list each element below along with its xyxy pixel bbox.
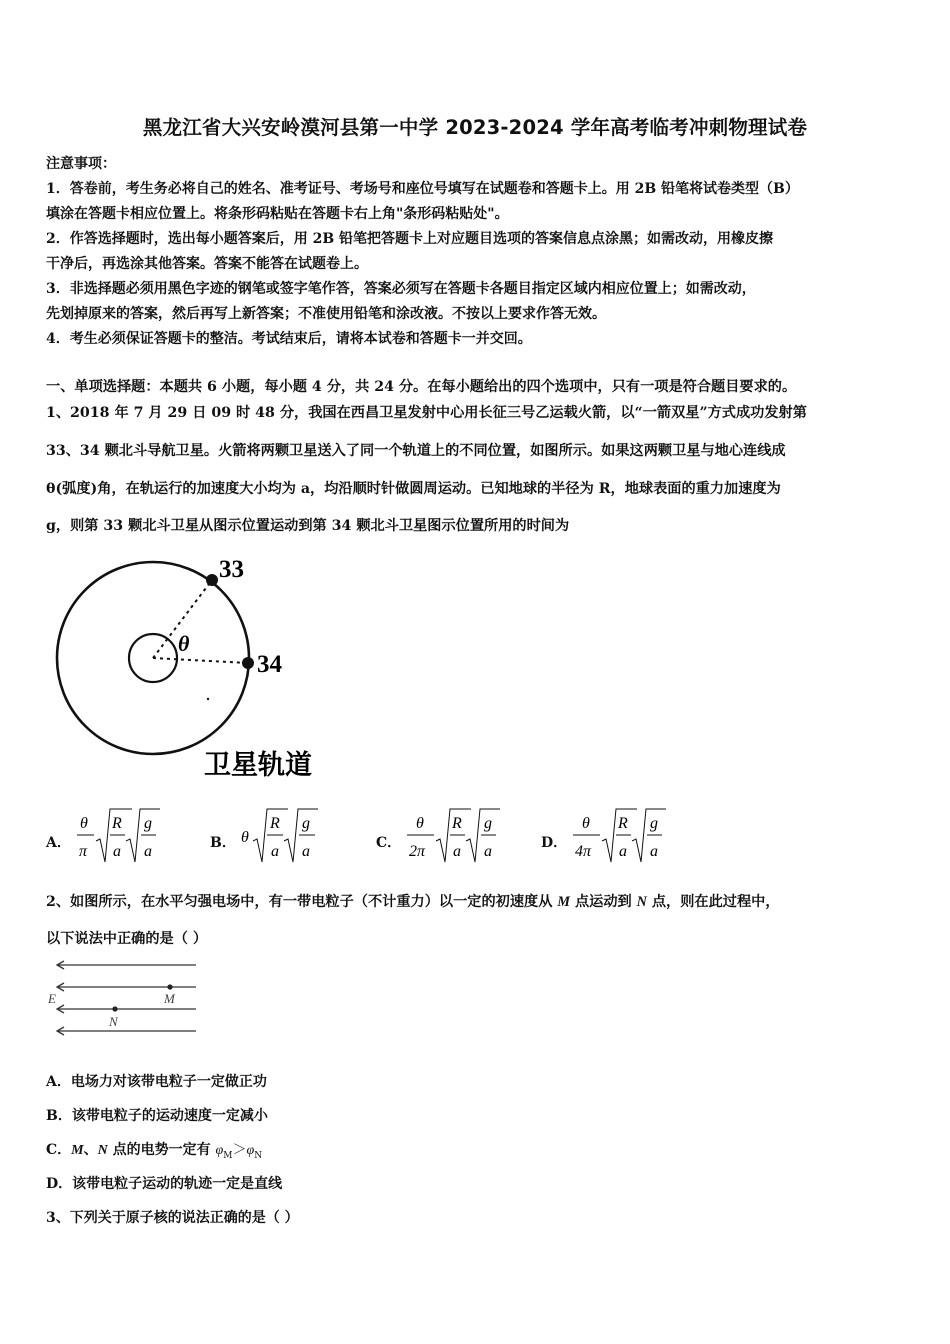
option-a-formula xyxy=(74,804,164,866)
radicand-numerator: g xyxy=(484,815,492,832)
radicand-numerator: R xyxy=(618,815,628,832)
notice-line: 4．考生必须保证答题卡的整洁。考试结束后，请将本试卷和答题卡一并交回。 xyxy=(46,331,532,347)
radicand-numerator: R xyxy=(452,815,462,832)
radicand-denominator: a xyxy=(484,843,492,860)
fraction-numerator: θ xyxy=(416,815,424,832)
notice-line: 填涂在答题卡相应位置上。将条形码粘贴在答题卡右上角"条形码粘贴处"。 xyxy=(46,206,509,222)
radicand-numerator: g xyxy=(144,815,152,832)
radicand-numerator: g xyxy=(302,815,310,832)
radicand-denominator: a xyxy=(650,843,658,860)
point-m-dot xyxy=(167,984,172,989)
question-2-text: 点运动到 xyxy=(570,894,637,910)
phi-symbol: φ xyxy=(246,1143,255,1158)
radicand-denominator: a xyxy=(302,843,310,860)
page-title: 黑龙江省大兴安岭漠河县第一中学 2023-2024 学年高考临考冲刺物理试卷 xyxy=(142,116,808,139)
radius-line-34 xyxy=(153,658,248,663)
question-1-line: θ(弧度)角，在轨运行的加速度大小均为 a，均沿顺时针做圆周运动。已知地球的半径为 R，地球表面的重力加速度为 xyxy=(46,481,781,497)
option-c-text: 、 xyxy=(83,1142,98,1158)
angle-label: θ xyxy=(178,631,190,656)
greater-than: ＞ xyxy=(232,1142,247,1158)
satellite-33-dot xyxy=(206,574,218,586)
fraction-denominator: π xyxy=(79,843,88,860)
question-2-text: 点，则在此过程中， xyxy=(646,894,780,910)
subscript-n: N xyxy=(254,1150,263,1161)
radicand-denominator: a xyxy=(144,843,152,860)
notice-line: 干净后，再选涂其他答案。答案不能答在试题卷上。 xyxy=(46,256,368,272)
satellite-33-label: 33 xyxy=(219,556,244,583)
option-c-label: C． xyxy=(376,835,402,851)
radicand-numerator: g xyxy=(650,815,658,832)
field-figure xyxy=(44,958,204,1038)
point-m-label: M xyxy=(164,991,175,1006)
option-c-text: 点的电势一定有 xyxy=(107,1142,216,1158)
option-b-label: B． xyxy=(210,835,236,851)
option-c-formula xyxy=(404,804,504,866)
question-2-line: 以下说法中正确的是（ ） xyxy=(46,931,208,947)
option-a-label: A． xyxy=(46,835,71,851)
option-c-label: C． xyxy=(46,1142,72,1158)
option-a[interactable]: A．电场力对该带电粒子一定做正功 xyxy=(46,1074,267,1090)
point-n-ref: N xyxy=(97,1143,108,1158)
satellite-34-label: 34 xyxy=(257,651,282,678)
point-n-dot xyxy=(112,1006,117,1011)
notice-line: 1．答卷前，考生务必将自己的姓名、准考证号、考场号和座位号填写在试题卷和答题卡上。用 2B 铅笔将试卷类型（B） xyxy=(46,181,799,197)
notice-heading: 注意事项： xyxy=(46,156,116,172)
radicand-numerator: R xyxy=(270,815,280,832)
figure-caption: 卫星轨道 xyxy=(204,750,312,781)
satellite-34-dot xyxy=(242,657,254,669)
notice-line: 2．作答选择题时，选出每小题答案后，用 2B 铅笔把答题卡上对应题目选项的答案信息点涂黑；如需改动，用橡皮擦 xyxy=(46,231,774,247)
question-3: 3、下列关于原子核的说法正确的是（ ） xyxy=(46,1210,299,1226)
stray-dot xyxy=(207,698,209,700)
option-b[interactable]: B．该带电粒子的运动速度一定减小 xyxy=(46,1108,268,1124)
option-b-formula xyxy=(238,804,322,866)
fraction-denominator: 4π xyxy=(575,843,592,860)
radicand-denominator: a xyxy=(619,843,627,860)
radicand-denominator: a xyxy=(453,843,461,860)
question-1-line: g，则第 33 颗北斗卫星从图示位置运动到第 34 颗北斗卫星图示位置所用的时间为 xyxy=(46,518,570,534)
point-n-label: N xyxy=(109,1014,118,1029)
point-m-ref: M xyxy=(71,1143,84,1158)
radicand-denominator: a xyxy=(271,843,279,860)
theta-symbol: θ xyxy=(241,829,249,846)
point-n-ref: N xyxy=(636,894,647,910)
section-heading: 一、单项选择题：本题共 6 小题，每小题 4 分，共 24 分。在每小题给出的四个选项中，只有一项是符合题目要求的。 xyxy=(46,379,797,395)
fraction-numerator: θ xyxy=(582,815,590,832)
notice-line: 先划掉原来的答案，然后再写上新答案；不准使用铅笔和涂改液。不按以上要求作答无效。 xyxy=(46,306,606,322)
phi-symbol: φ xyxy=(215,1143,224,1158)
orbit-figure xyxy=(40,552,340,792)
option-d-formula xyxy=(570,804,670,866)
fraction-denominator: 2π xyxy=(409,843,426,860)
option-c[interactable] xyxy=(46,1139,262,1161)
radicand-numerator: R xyxy=(112,815,122,832)
question-2-line xyxy=(46,891,780,911)
question-1-line: 1、2018 年 7 月 29 日 09 时 48 分，我国在西昌卫星发射中心用长征三号乙运载火箭，以“一箭双星”方式成功发射第 xyxy=(46,405,807,421)
point-m-ref: M xyxy=(557,894,571,910)
field-label-e: E xyxy=(48,991,56,1006)
question-2-text: 2、如图所示，在水平匀强电场中，有一带电粒子（不计重力）以一定的初速度从 xyxy=(46,894,558,910)
option-d-label: D． xyxy=(541,835,568,851)
option-d[interactable]: D．该带电粒子运动的轨迹一定是直线 xyxy=(46,1176,283,1192)
fraction-numerator: θ xyxy=(80,815,88,832)
question-1-line: 33、34 颗北斗导航卫星。火箭将两颗卫星送入了同一个轨道上的不同位置，如图所示。如果这两颗卫星与地心连线成 xyxy=(46,443,786,459)
radicand-denominator: a xyxy=(113,843,121,860)
subscript-m: M xyxy=(223,1150,233,1161)
notice-line: 3．非选择题必须用黑色字迹的钢笔或签字笔作答，答案必须写在答题卡各题目指定区域内相应位置上；如需改动， xyxy=(46,281,756,297)
